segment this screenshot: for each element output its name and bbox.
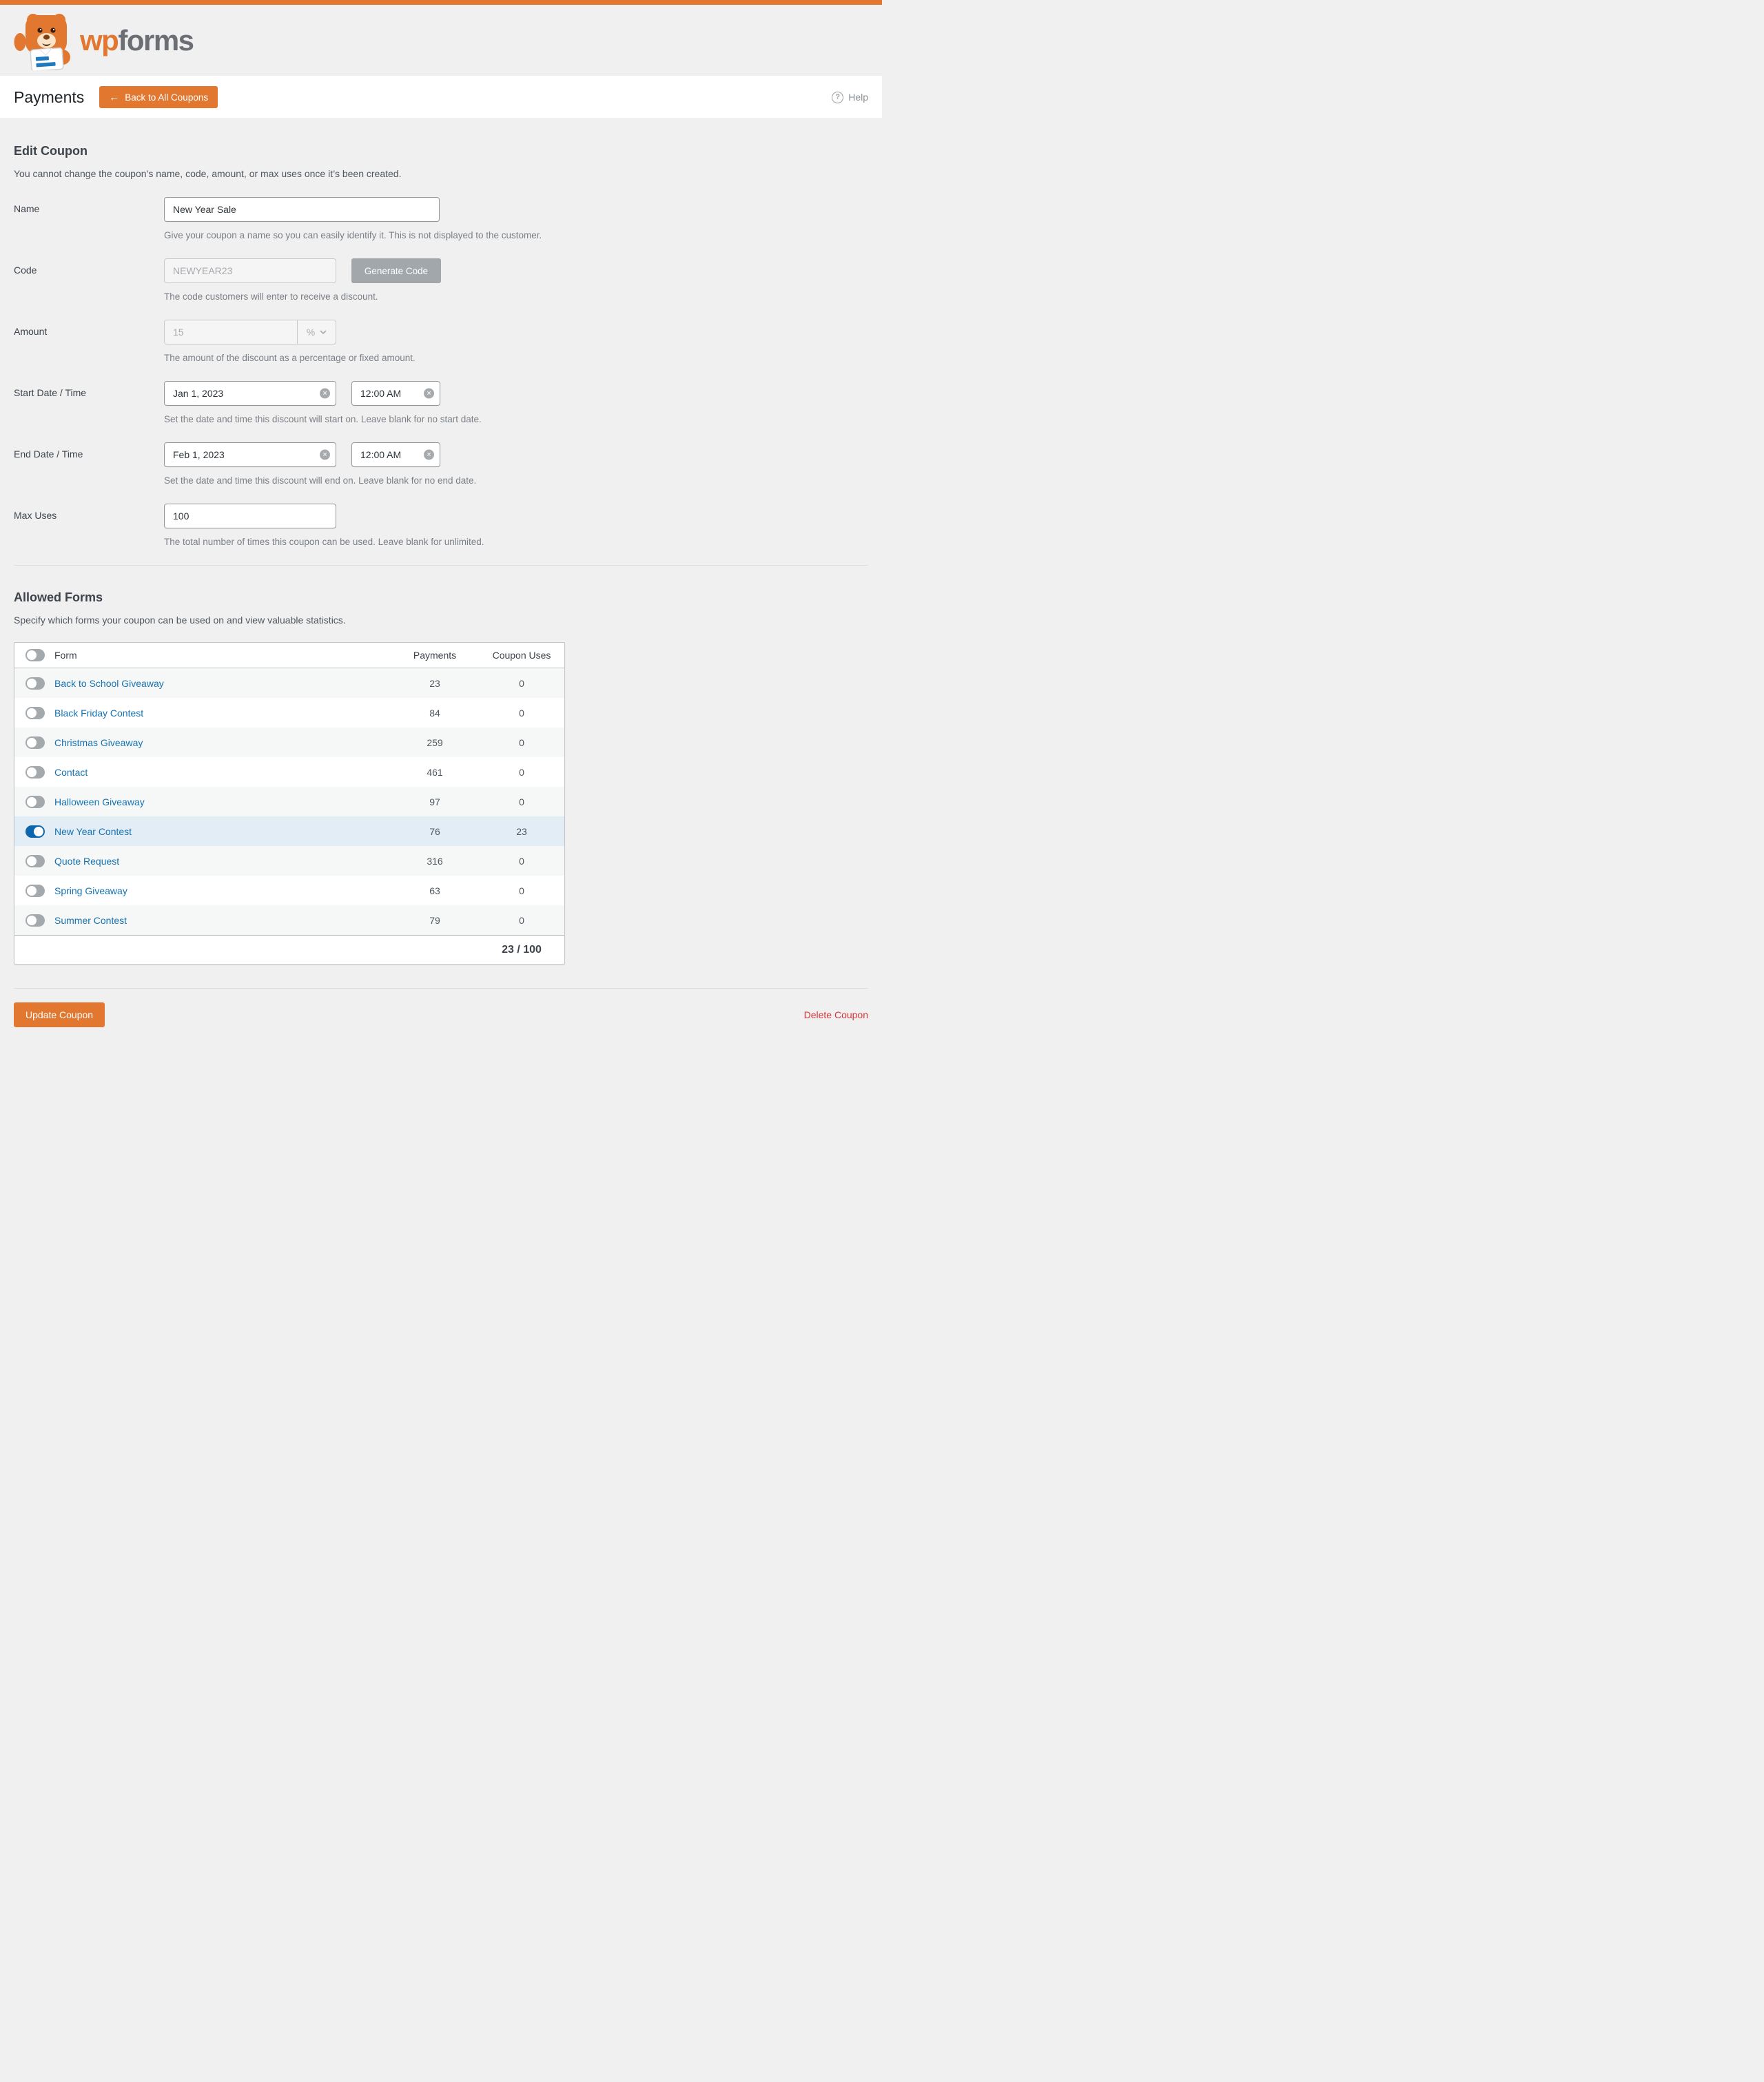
form-toggle[interactable] xyxy=(25,855,45,867)
start-datetime-help-text: Set the date and time this discount will start on. Leave blank for no start date. xyxy=(164,414,482,424)
code-input xyxy=(164,258,336,283)
uses-cell: 0 xyxy=(519,677,524,689)
clear-end-time-icon[interactable]: ✕ xyxy=(424,450,434,460)
logo-forms: forms xyxy=(118,23,194,56)
allowed-forms-table xyxy=(14,642,565,965)
start-datetime-field-row xyxy=(14,381,868,424)
form-link[interactable]: Contact xyxy=(54,766,88,778)
form-link[interactable]: Halloween Giveaway xyxy=(54,796,145,807)
payments-cell: 76 xyxy=(429,825,440,837)
uses-cell: 0 xyxy=(519,707,524,719)
uses-cell: 0 xyxy=(519,796,524,807)
form-link[interactable]: Spring Giveaway xyxy=(54,885,127,896)
end-datetime-field-row xyxy=(14,442,868,486)
form-link[interactable]: Quote Request xyxy=(54,855,120,867)
name-help-text: Give your coupon a name so you can easily identify it. This is not displayed to the customer. xyxy=(164,230,542,240)
max-uses-field-row xyxy=(14,504,868,547)
table-row xyxy=(14,787,564,816)
form-toggle[interactable] xyxy=(25,766,45,779)
payments-cell: 461 xyxy=(427,766,443,778)
update-coupon-button[interactable]: Update Coupon xyxy=(14,1002,105,1027)
wpforms-logo xyxy=(14,11,194,70)
end-date-input[interactable] xyxy=(164,442,336,467)
amount-field-row xyxy=(14,320,868,363)
max-uses-input[interactable] xyxy=(164,504,336,528)
payments-column-header: Payments xyxy=(413,650,457,661)
clear-start-time-icon[interactable]: ✕ xyxy=(424,389,434,399)
table-row xyxy=(14,757,564,787)
amount-label: Amount xyxy=(14,326,48,337)
uses-cell: 0 xyxy=(519,914,524,926)
name-field-row xyxy=(14,197,868,240)
payments-cell: 97 xyxy=(429,796,440,807)
name-label: Name xyxy=(14,203,40,214)
form-link[interactable]: Back to School Giveaway xyxy=(54,677,164,689)
table-row xyxy=(14,668,564,698)
amount-unit-value: % xyxy=(306,327,316,338)
generate-code-button[interactable]: Generate Code xyxy=(351,258,441,283)
allowed-forms-description: Specify which forms your coupon can be used on and view valuable statistics. xyxy=(14,615,346,626)
amount-input: 15 xyxy=(173,327,184,338)
back-button-label: Back to All Coupons xyxy=(125,92,209,103)
back-to-all-coupons-button[interactable] xyxy=(99,86,218,108)
code-field-row xyxy=(14,258,868,302)
form-toggle[interactable] xyxy=(25,736,45,749)
amount-unit-select xyxy=(297,320,336,344)
form-toggle[interactable] xyxy=(25,677,45,690)
table-row xyxy=(14,846,564,876)
question-circle-icon: ? xyxy=(832,92,843,103)
table-row xyxy=(14,698,564,728)
page-toolbar xyxy=(0,76,882,119)
max-uses-label: Max Uses xyxy=(14,510,57,521)
footer-actions xyxy=(14,1002,868,1027)
payments-cell: 84 xyxy=(429,707,440,719)
top-accent-bar xyxy=(0,0,882,5)
uses-cell: 23 xyxy=(516,825,527,837)
wpforms-bear-icon xyxy=(14,11,72,70)
form-toggle[interactable] xyxy=(25,914,45,927)
payments-cell: 63 xyxy=(429,885,440,896)
form-toggle[interactable] xyxy=(25,796,45,808)
uses-cell: 0 xyxy=(519,736,524,748)
table-row xyxy=(14,876,564,905)
end-datetime-help-text: Set the date and time this discount will end on. Leave blank for no end date. xyxy=(164,475,477,486)
amount-help-text: The amount of the discount as a percentage or fixed amount. xyxy=(164,353,416,363)
payments-cell: 259 xyxy=(427,736,443,748)
end-datetime-label: End Date / Time xyxy=(14,449,83,460)
delete-coupon-link[interactable]: Delete Coupon xyxy=(803,1009,868,1020)
chevron-down-icon xyxy=(320,330,327,334)
table-header-row xyxy=(14,643,564,668)
edit-coupon-description: You cannot change the coupon’s name, code, amount, or max uses once it’s been created. xyxy=(14,168,402,179)
wpforms-wordmark xyxy=(80,23,194,56)
max-uses-help-text: The total number of times this coupon can be used. Leave blank for unlimited. xyxy=(164,537,484,547)
footer-divider xyxy=(14,988,868,989)
form-column-header: Form xyxy=(54,650,77,661)
code-help-text: The code customers will enter to receive a discount. xyxy=(164,291,378,302)
page-title: Payments xyxy=(14,87,85,106)
edit-coupon-title: Edit Coupon xyxy=(14,144,88,158)
payments-cell: 23 xyxy=(429,677,440,689)
form-link[interactable]: New Year Contest xyxy=(54,825,132,837)
form-toggle[interactable] xyxy=(25,825,45,838)
amount-input-group xyxy=(164,320,336,344)
forms-table-body xyxy=(14,668,564,935)
form-link[interactable]: Black Friday Contest xyxy=(54,707,144,719)
name-input[interactable] xyxy=(164,197,440,222)
help-link[interactable] xyxy=(832,92,868,103)
form-toggle[interactable] xyxy=(25,707,45,719)
uses-cell: 0 xyxy=(519,766,524,778)
section-divider xyxy=(14,565,868,566)
uses-cell: 0 xyxy=(519,885,524,896)
coupon-edit-page xyxy=(0,144,882,1027)
brand-header xyxy=(0,5,882,76)
uses-cell: 0 xyxy=(519,855,524,867)
form-toggle[interactable] xyxy=(25,885,45,897)
table-row xyxy=(14,728,564,757)
allowed-forms-title: Allowed Forms xyxy=(14,590,103,604)
form-link[interactable]: Christmas Giveaway xyxy=(54,736,143,748)
table-row xyxy=(14,816,564,846)
clear-start-date-icon[interactable]: ✕ xyxy=(320,389,330,399)
table-row xyxy=(14,905,564,935)
payments-cell: 79 xyxy=(429,914,440,926)
form-link[interactable]: Summer Contest xyxy=(54,914,127,926)
coupon-uses-column-header: Coupon Uses xyxy=(492,650,551,661)
payments-cell: 316 xyxy=(427,855,443,867)
left-arrow-icon: ← xyxy=(109,91,120,103)
table-footer-row xyxy=(14,935,564,964)
clear-end-date-icon[interactable]: ✕ xyxy=(320,450,330,460)
start-datetime-label: Start Date / Time xyxy=(14,387,87,398)
help-label: Help xyxy=(848,92,868,103)
code-label: Code xyxy=(14,265,37,276)
toggle-all-forms[interactable] xyxy=(25,649,45,661)
logo-wp: wp xyxy=(80,23,119,56)
coupon-uses-total: 23 / 100 xyxy=(502,943,542,956)
start-date-input[interactable] xyxy=(164,381,336,406)
